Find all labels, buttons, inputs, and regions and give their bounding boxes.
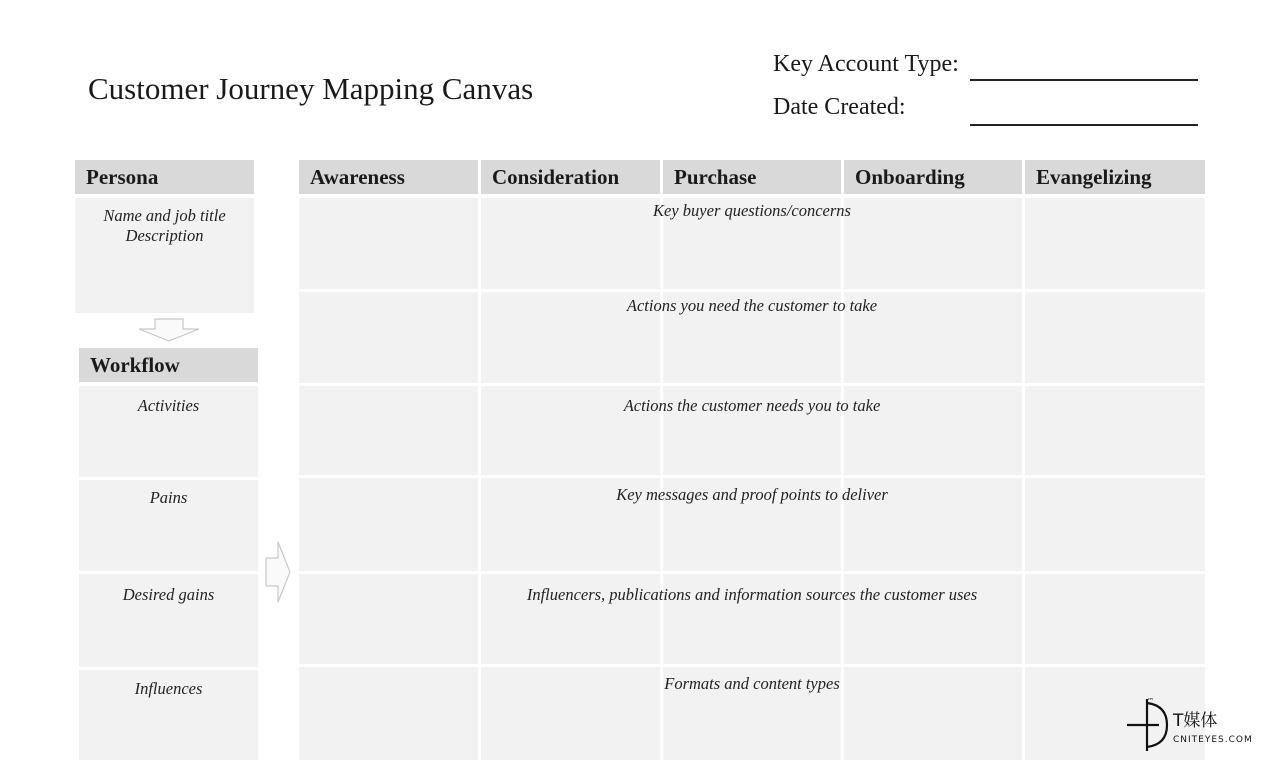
stage-onboarding: Onboarding	[844, 160, 1022, 194]
grid-row-label-key-messages: Key messages and proof points to deliver	[616, 485, 888, 504]
workflow-row-label: Pains	[149, 487, 188, 507]
persona-description-line: Description	[125, 226, 204, 245]
workflow-row-label: Activities	[137, 396, 200, 415]
down-arrow-icon	[136, 318, 202, 342]
t-media-logo	[1125, 697, 1270, 753]
grid-row-label-buyer-questions: Key buyer questions/concerns	[653, 201, 851, 220]
grid-row-label-our-actions: Actions the customer needs you to take	[623, 396, 881, 415]
stage-awareness: Awareness	[299, 160, 478, 194]
workflow-row-activities[interactable]	[79, 386, 258, 477]
grid-row-label-customer-actions: Actions you need the customer to take	[626, 296, 878, 315]
workflow-row-desired-gains[interactable]	[79, 574, 258, 667]
logo-chinese-text: T媒体	[1173, 711, 1218, 731]
t-media-logo-icon	[1125, 697, 1169, 753]
logo-english-text: CNITEYES.COM	[1173, 735, 1253, 745]
workflow-row-influences[interactable]	[79, 670, 258, 760]
stage-consideration: Consideration	[481, 160, 660, 194]
key-account-type-field[interactable]	[970, 79, 1198, 81]
logo-trademark: ™	[1147, 697, 1155, 705]
stage-evangelizing: Evangelizing	[1025, 160, 1205, 194]
workflow-rows	[79, 386, 258, 760]
stage-purchase: Purchase	[663, 160, 841, 194]
date-created-label: Date Created:	[773, 94, 906, 120]
grid-row-label-formats: Formats and content types	[664, 674, 840, 693]
grid-row-label-influencers: Influencers, publications and information sources the customer uses	[526, 585, 978, 604]
key-account-type-label: Key Account Type:	[773, 51, 959, 77]
workflow-row-label: Desired gains	[122, 584, 215, 604]
date-created-field[interactable]	[970, 124, 1198, 126]
persona-name-line: Name and job title	[103, 206, 226, 225]
workflow-heading: Workflow	[79, 348, 258, 382]
workflow-row-label: Influences	[134, 679, 203, 699]
persona-heading: Persona	[75, 160, 254, 194]
persona-box[interactable]	[75, 198, 254, 313]
page-title: Customer Journey Mapping Canvas	[88, 71, 534, 106]
workflow-row-pains[interactable]	[79, 480, 258, 571]
right-arrow-icon	[264, 540, 292, 604]
